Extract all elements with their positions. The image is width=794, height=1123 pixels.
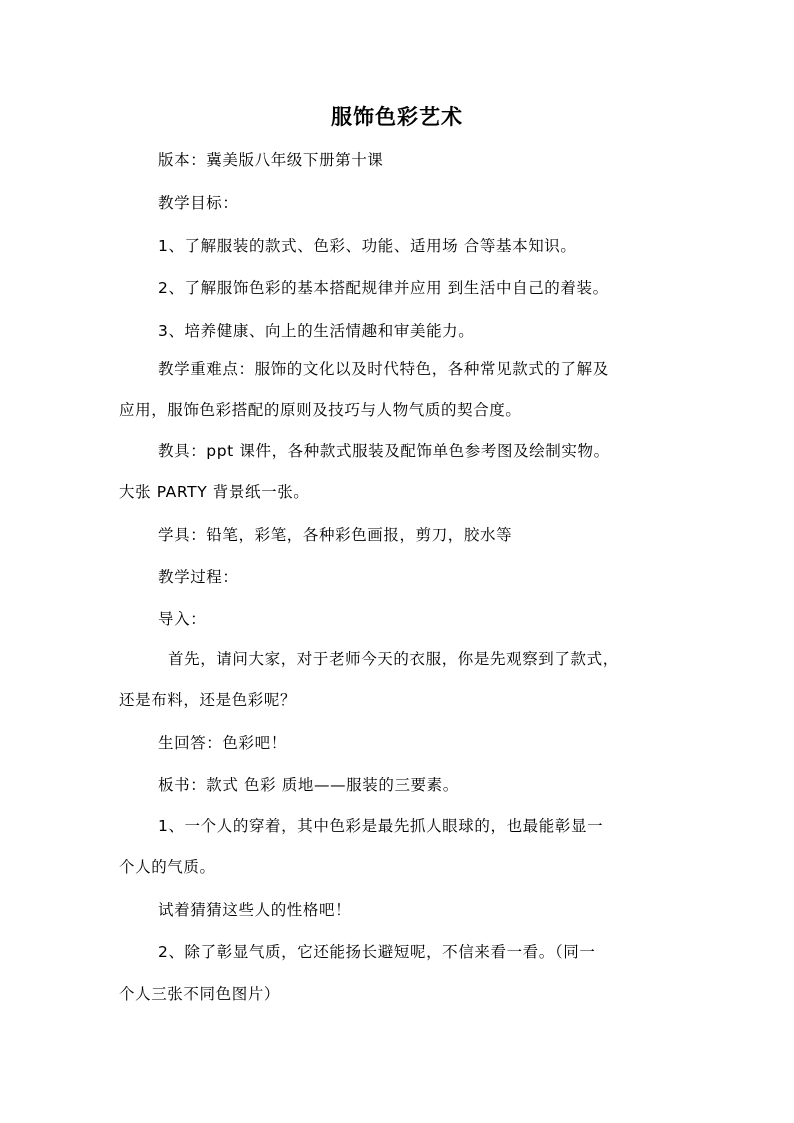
process-heading: 教学过程： <box>158 568 239 586</box>
board-writing: 板书：款式 色彩 质地——服装的三要素。 <box>158 776 459 794</box>
guess-line: 试着猜猜这些人的性格吧！ <box>158 901 352 919</box>
document-title: 服饰色彩艺术 <box>331 105 463 129</box>
point-2-line-1: 2、除了彰显气质，它还能扬长避短呢，不信来看一看。（同一 <box>158 943 596 961</box>
teaching-aids-line-1: 教具：ppt 课件，各种款式服装及配饰单色参考图及绘制实物。 <box>158 442 610 460</box>
student-answer: 生回答：色彩吧！ <box>158 734 287 752</box>
version-line: 版本：冀美版八年级下册第十课 <box>158 151 384 169</box>
intro-paragraph-line-1: 首先，请问大家，对于老师今天的衣服，你是先观察到了款式， <box>168 650 619 668</box>
key-points-line-2: 应用，服饰色彩搭配的原则及技巧与人物气质的契合度。 <box>119 401 522 419</box>
intro-heading: 导入： <box>158 610 207 628</box>
teaching-aids-line-2: 大张 PARTY 背景纸一张。 <box>119 483 310 501</box>
intro-paragraph-line-2: 还是布料，还是色彩呢？ <box>119 691 297 709</box>
point-2-line-2: 个人三张不同色图片） <box>119 985 281 1003</box>
objective-3: 3、培养健康、向上的生活情趣和审美能力。 <box>158 322 475 340</box>
objective-2: 2、了解服饰色彩的基本搭配规律并应用 到生活中自己的着装。 <box>158 279 609 297</box>
student-tools-line: 学具：铅笔，彩笔，各种彩色画报，剪刀，胶水等 <box>158 526 513 544</box>
point-1-line-2: 个人的气质。 <box>119 858 216 876</box>
point-1-line-1: 1、一个人的穿着，其中色彩是最先抓人眼球的，也最能彰显一 <box>158 817 604 835</box>
objectives-heading: 教学目标： <box>158 194 239 212</box>
key-points-line-1: 教学重难点：服饰的文化以及时代特色，各种常见款式的了解及 <box>158 360 609 378</box>
objective-1: 1、了解服装的款式、色彩、功能、适用场 合等基本知识。 <box>158 237 577 255</box>
